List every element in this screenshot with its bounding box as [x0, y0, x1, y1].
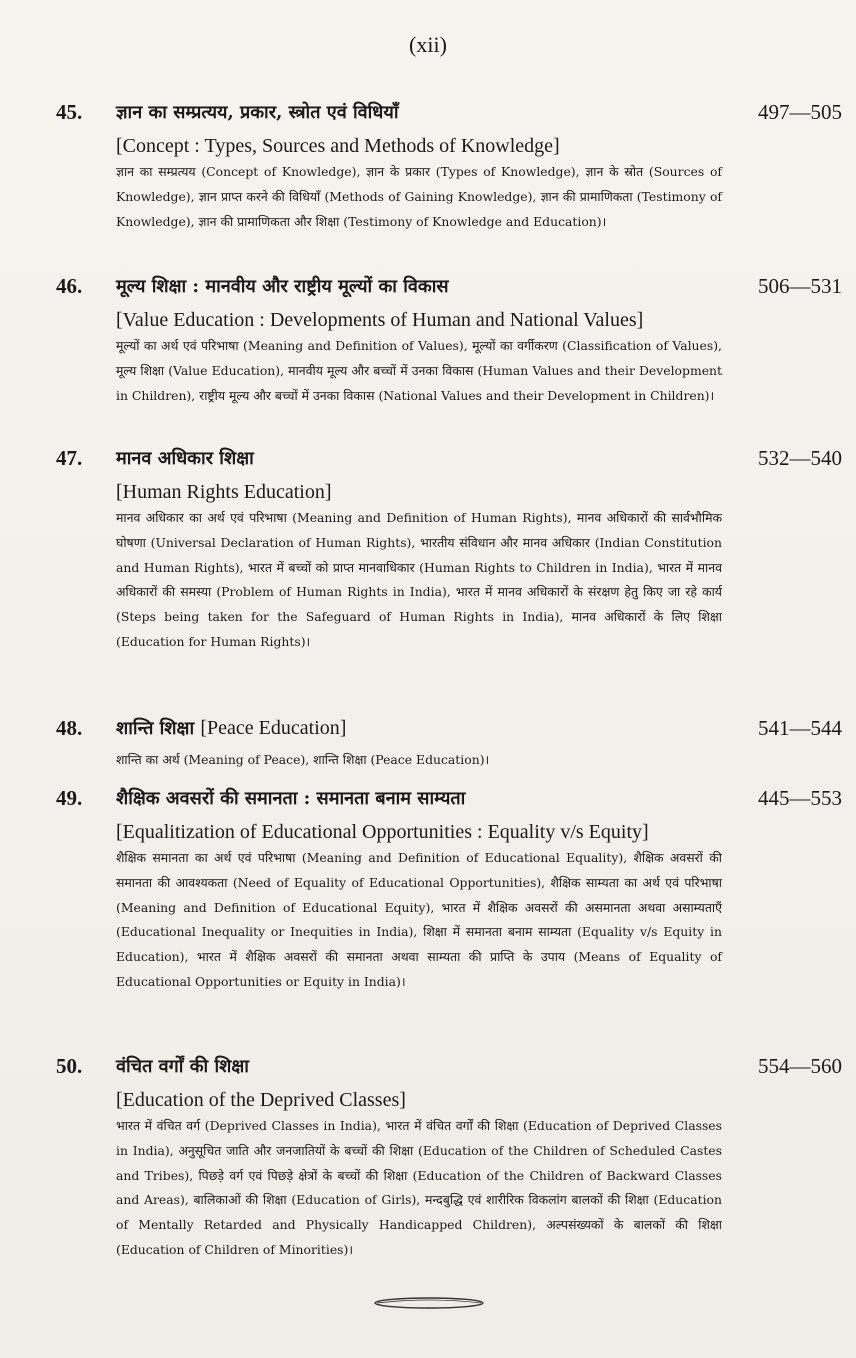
entry-description: शैक्षिक समानता का अर्थ एवं परिभाषा (Meaning and Definition of Educational Equality), शैक्षिक अवसरों की समानता की आवश्यकता (Need of Equality of Educational Opportunities), शैक्षिक साम्यता का अर्थ एवं परिभाषा (Meaning and Definition of Educational Equity), भारत में शैक्षिक अवसरों की असमानता अथवा असाम्यताएँ (Educational Inequality or Inequities in India), शिक्षा में समानता बनाम साम्यता (Equality v/s Equity in Education), भारत में शैक्षिक अवसरों की समानता अथवा साम्यता की प्राप्ति के उपाय (Means of Equality of Educational Opportunities or Equity in India)।	[116, 850, 722, 989]
entry-number: 47.	[56, 446, 83, 470]
toc-entry-47	[0, 446, 856, 655]
toc-entry-46	[0, 274, 856, 408]
entry-subtitle: [Equalitization of Educational Opportunities : Equality v/s Equity]	[116, 821, 649, 843]
entry-pages: 445—553	[758, 786, 842, 810]
entry-heading	[0, 274, 856, 306]
entry-subtitle: [Value Education : Developments of Human and National Values]	[116, 309, 644, 331]
entry-description: ज्ञान का सम्प्रत्यय (Concept of Knowledge), ज्ञान के प्रकार (Types of Knowledge), ज्ञान के स्रोत (Sources of Knowledge), ज्ञान प्राप्त करने की विधियाँ (Methods of Gaining Knowledge), ज्ञान की प्रामाणिकता (Testimony of Knowledge), ज्ञान की प्रामाणिकता और शिक्षा (Testimony of Knowledge and Education)।	[116, 164, 722, 229]
entry-title: वंचित वर्गों की शिक्षा	[116, 1056, 249, 1077]
toc-entry-50	[0, 1054, 856, 1263]
entry-title	[116, 716, 346, 740]
entry-description: शान्ति का अर्थ (Meaning of Peace), शान्ति शिक्षा (Peace Education)।	[116, 752, 490, 767]
entry-heading	[0, 446, 856, 478]
entry-heading	[0, 1054, 856, 1086]
entry-pages: 506—531	[758, 274, 842, 298]
entry-number: 49.	[56, 786, 83, 810]
entry-subtitle: [Human Rights Education]	[116, 481, 332, 503]
entry-title: शैक्षिक अवसरों की समानता : समानता बनाम साम्यता	[116, 788, 466, 809]
entry-number: 46.	[56, 274, 83, 298]
entry-number: 45.	[56, 100, 83, 124]
entry-title: मानव अधिकार शिक्षा	[116, 448, 254, 469]
entry-pages: 554—560	[758, 1054, 842, 1078]
end-ornament	[373, 1296, 485, 1310]
entry-title-hindi: शान्ति शिक्षा	[116, 718, 195, 739]
entry-pages: 541—544	[758, 716, 842, 740]
page-number: (xii)	[409, 32, 447, 57]
entry-title: मूल्य शिक्षा : मानवीय और राष्ट्रीय मूल्यों का विकास	[116, 276, 449, 297]
entry-title-english: [Peace Education]	[200, 717, 347, 739]
toc-entry-45	[0, 100, 856, 234]
entry-description: मानव अधिकार का अर्थ एवं परिभाषा (Meaning and Definition of Human Rights), मानव अधिकारों की सार्वभौमिक घोषणा (Universal Declaration of Human Rights), भारतीय संविधान और मानव अधिकार (Indian Constitution and Human Rights), भारत में बच्चों को प्राप्त मानवाधिकार (Human Rights to Children in India), भारत में मानव अधिकारों की समस्या (Problem of Human Rights in India), भारत में मानव अधिकारों के संरक्षण हेतु किए जा रहे कार्य (Steps being taken for the Safeguard of Human Rights in India), मानव अधिकारों के लिए शिक्षा (Education for Human Rights)।	[116, 510, 722, 649]
entry-pages: 497—505	[758, 100, 842, 124]
entry-pages: 532—540	[758, 446, 842, 470]
entry-subtitle: [Education of the Deprived Classes]	[116, 1089, 406, 1111]
entry-description: मूल्यों का अर्थ एवं परिभाषा (Meaning and Definition of Values), मूल्यों का वर्गीकरण (Classification of Values), मूल्य शिक्षा (Value Education), मानवीय मूल्य और बच्चों में उनका विकास (Human Values and their Development in Children), राष्ट्रीय मूल्य और बच्चों में उनका विकास (National Values and their Development in Children)।	[116, 338, 722, 403]
toc-entry-49	[0, 786, 856, 995]
toc-entry-48	[0, 716, 856, 773]
entry-number: 50.	[56, 1054, 83, 1078]
entry-heading	[0, 786, 856, 818]
entry-description: भारत में वंचित वर्ग (Deprived Classes in India), भारत में वंचित वर्गों की शिक्षा (Education of Deprived Classes in India), अनुसूचित जाति और जनजातियों के बच्चों की शिक्षा (Education of the Children of Scheduled Castes and Tribes), पिछड़े वर्ग एवं पिछड़े क्षेत्रों के बच्चों की शिक्षा (Education of the Children of Backward Classes and Areas), बालिकाओं की शिक्षा (Education of Girls), मन्दबुद्धि एवं शारीरिक विकलांग बालकों की शिक्षा (Education of Mentally Retarded and Physically Handicapped Children), अल्पसंख्यकों के बालकों की शिक्षा (Education of Children of Minorities)।	[116, 1118, 722, 1257]
entry-title: ज्ञान का सम्प्रत्यय, प्रकार, स्त्रोत एवं विधियाँ	[116, 102, 399, 123]
entry-heading	[0, 716, 856, 748]
entry-number: 48.	[56, 716, 83, 740]
entry-heading	[0, 100, 856, 132]
entry-subtitle: [Concept : Types, Sources and Methods of Knowledge]	[116, 135, 560, 157]
